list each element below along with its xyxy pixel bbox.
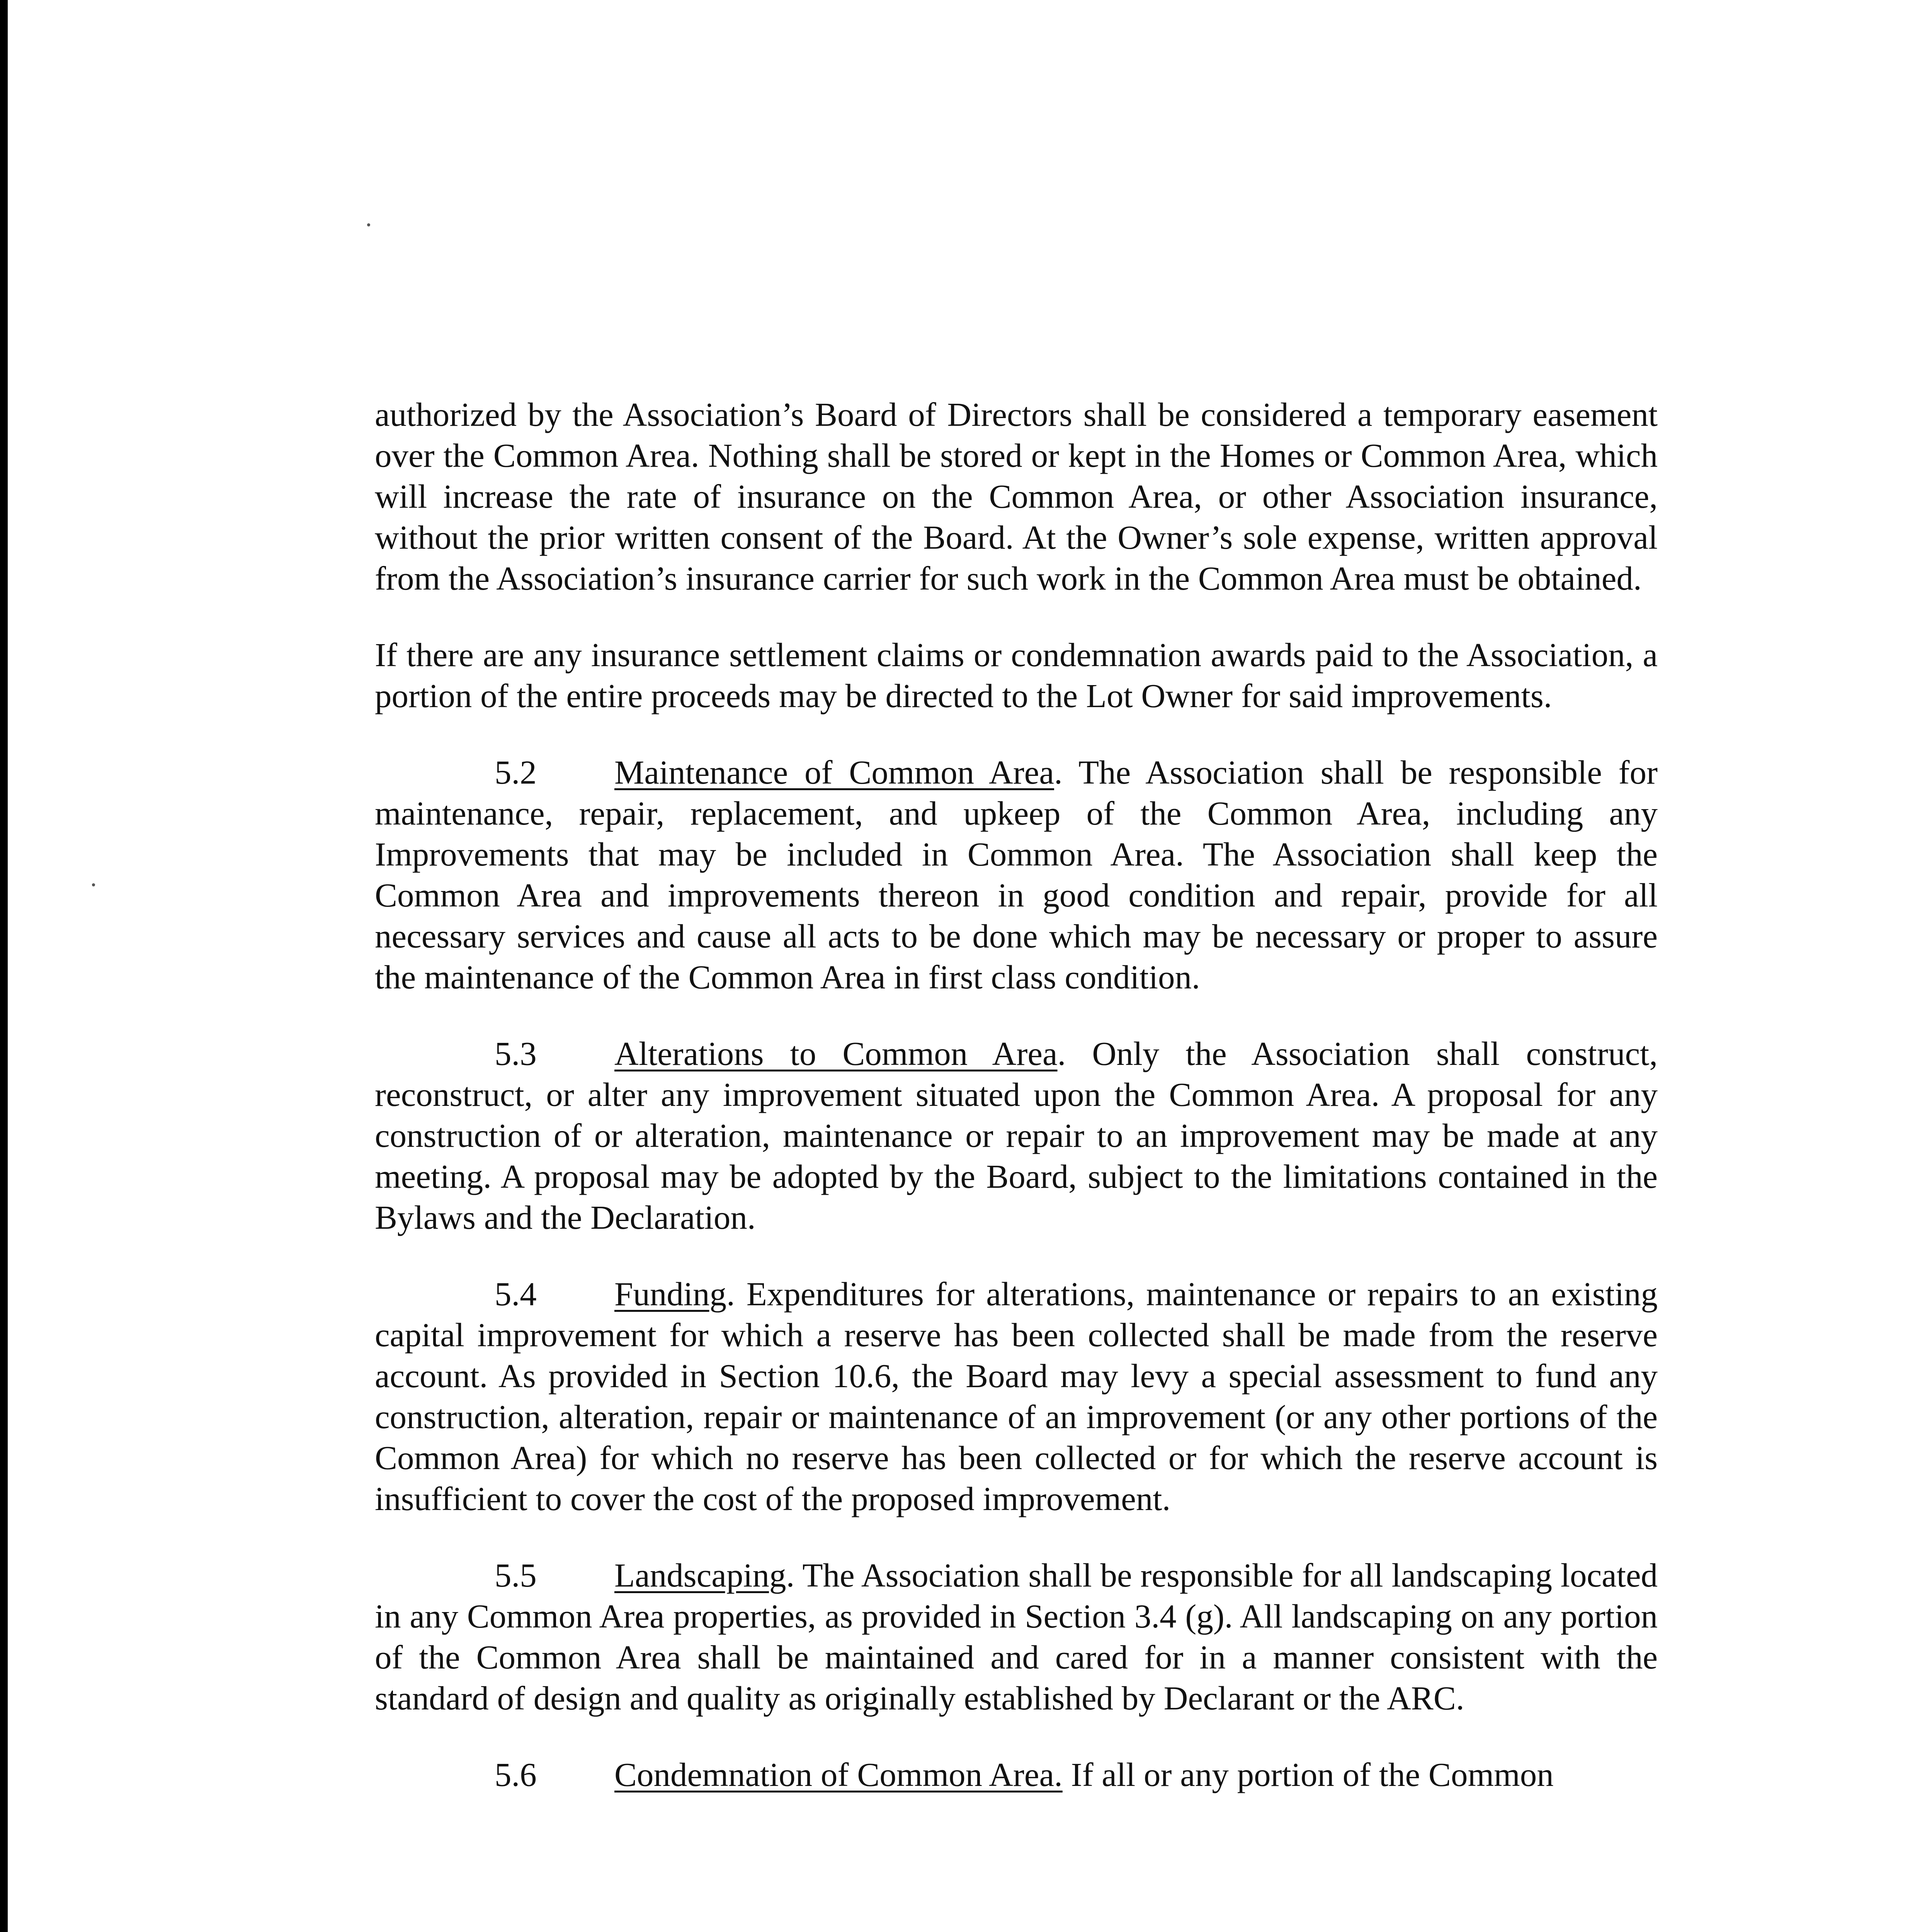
section-5-4	[375, 1274, 1658, 1519]
section-5-5	[375, 1555, 1658, 1719]
section-number: 5.5	[495, 1556, 537, 1594]
section-heading: Landscaping	[614, 1556, 786, 1594]
section-number: 5.2	[495, 753, 537, 791]
scan-speck	[92, 883, 95, 886]
section-heading: Alterations to Common Area	[614, 1035, 1058, 1072]
section-5-3	[375, 1033, 1658, 1238]
section-text: . Only the Association shall construct, reconstruct, or alter any improvement situated upon the Common Area. A proposal for any construction of or alteration, maintenance or repair to an improvement may be made at any meeting. A proposal may be adopted by the Board, subject to the limitations contained in the Bylaws and the Declaration.	[375, 1035, 1658, 1236]
section-number: 5.4	[495, 1275, 537, 1313]
section-text: . Expenditures for alterations, maintenance or repairs to an existing capital improvement for which a reserve has been collected shall be made from the reserve account. As provided in Section 10.6, the Board may levy a special assessment to fund any construction, alteration, repair or maintenance of an improvement (or any other portions of the Common Area) for which no reserve has been collected or for which the reserve account is insufficient to cover the cost of the proposed improvement.	[375, 1275, 1658, 1517]
continuation-paragraph: authorized by the Association’s Board of Directors shall be considered a temporary easement over the Common Area. Nothing shall be stored or kept in the Homes or Common Area, which will increase the rate of insurance on the Common Area, or other Association insurance, without the prior written consent of the Board. At the Owner’s sole expense, written approval from the Association’s insurance carrier for such work in the Common Area must be obtained.	[375, 396, 1658, 597]
section-5-2	[375, 752, 1658, 998]
section-text: . The Association shall be responsible for maintenance, repair, replacement, and upkeep of the Common Area, including any Improvements that may be included in Common Area. The Association shall keep the Common Area and improvements thereon in good condition and repair, provide for all necessary services and cause all acts to be done which may be necessary or proper to assure the maintenance of the Common Area in first class condition.	[375, 753, 1658, 996]
scanned-page	[8, 0, 1932, 1932]
section-number: 5.6	[495, 1756, 537, 1793]
section-heading: Funding	[614, 1275, 727, 1313]
section-5-6	[375, 1754, 1658, 1795]
section-text: . The Association shall be responsible for all landscaping located in any Common Area properties, as provided in Section 3.4 (g). All landscaping on any portion of the Common Area shall be maintained and cared for in a manner consistent with the standard of design and quality as originally established by Declarant or the ARC.	[375, 1556, 1658, 1717]
insurance-paragraph: If there are any insurance settlement claims or condemnation awards paid to the Association, a portion of the entire proceeds may be directed to the Lot Owner for said improvements.	[375, 636, 1658, 714]
section-heading: Maintenance of Common Area	[614, 753, 1054, 791]
section-text: If all or any portion of the Common	[1062, 1756, 1554, 1793]
section-number: 5.3	[495, 1035, 537, 1072]
document-body	[375, 394, 1658, 1795]
section-heading: Condemnation of Common Area.	[614, 1756, 1063, 1793]
scan-speck	[367, 223, 370, 226]
